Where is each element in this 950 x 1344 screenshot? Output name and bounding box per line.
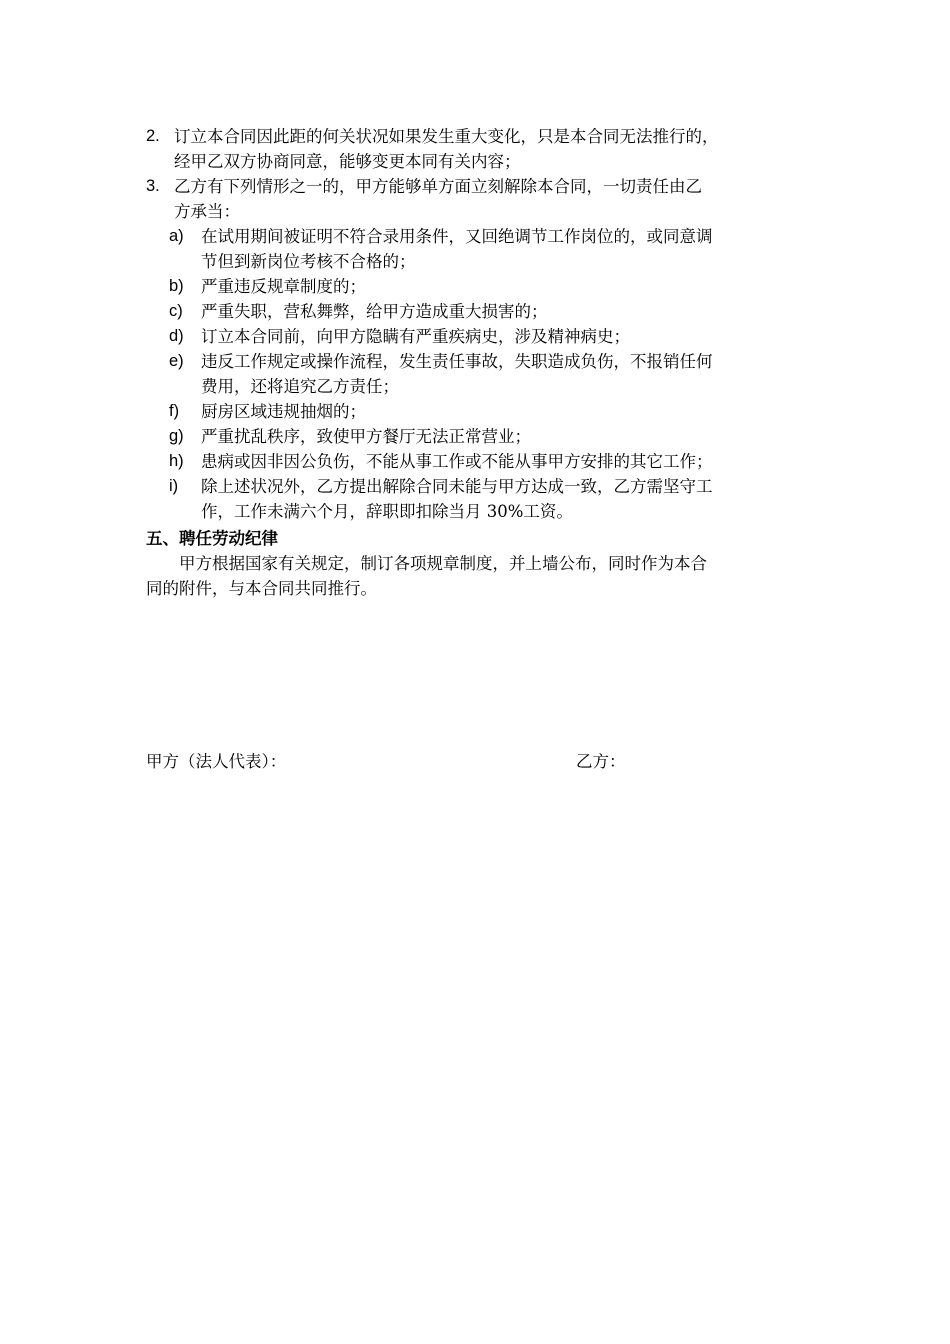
sub-item-b-marker: b) <box>169 277 184 295</box>
sub-item-h-line-1: 患病或因非因公负伤，不能从事工作或不能从事甲方安排的其它工作； <box>201 452 713 471</box>
section-paragraph-line-2: 同的附件，与本合同共同推行。 <box>146 579 377 598</box>
sub-item-e-line-1: 违反工作规定或操作流程，发生责任事故，失职造成负伤，不报销任何 <box>201 352 713 371</box>
sub-item-i-marker: i) <box>169 477 179 495</box>
sub-item-c-line-1: 严重失职，营私舞弊，给甲方造成重大损害的； <box>201 302 548 321</box>
sub-item-a-marker: a) <box>169 227 184 245</box>
sub-item-e-marker: e) <box>169 352 184 370</box>
sub-item-g-marker: g) <box>169 427 184 445</box>
sub-item-h <box>146 449 816 474</box>
sub-item-d <box>146 324 816 349</box>
section-paragraph-line-1: 甲方根据国家有关规定，制订各项规章制度，并上墙公布，同时作为本合 <box>179 554 707 573</box>
clause-3-line-2: 方承当： <box>174 202 240 221</box>
sub-item-i-line-2: 作，工作未满六个月，辞职即扣除当月 30%工资。 <box>201 502 573 521</box>
clause-2-line-2: 经甲乙双方协商同意，能够变更本同有关内容； <box>174 152 521 171</box>
sub-item-i <box>146 474 816 524</box>
sub-item-d-marker: d) <box>169 327 184 345</box>
sub-item-f <box>146 399 816 424</box>
sub-item-a <box>146 224 816 274</box>
sub-item-i-line-1: 除上述状况外，乙方提出解除合同未能与甲方达成一致，乙方需坚守工 <box>201 477 713 496</box>
sub-item-g-line-1: 严重扰乱秩序，致使甲方餐厅无法正常营业； <box>201 427 531 446</box>
clause-2-number: 2. <box>146 127 160 145</box>
party-b-signature-label: 乙方： <box>576 752 626 771</box>
sub-item-c-marker: c) <box>169 302 183 320</box>
sub-item-b <box>146 274 816 299</box>
sub-item-e-line-2: 费用，还将追究乙方责任； <box>201 377 399 396</box>
sub-item-e <box>146 349 816 399</box>
sub-item-a-line-1: 在试用期间被证明不符合录用条件，又回绝调节工作岗位的，或同意调 <box>201 227 713 246</box>
sub-item-a-line-2: 节但到新岗位考核不合格的； <box>201 252 416 271</box>
section-paragraph <box>146 551 816 601</box>
clause-2-line-1: 订立本合同因此距的何关状况如果发生重大变化，只是本合同无法推行的， <box>174 127 719 146</box>
clause-3-number: 3. <box>146 177 160 195</box>
signature-block <box>146 749 816 774</box>
clause-3 <box>146 174 816 224</box>
clause-2 <box>146 124 816 174</box>
sub-item-f-marker: f) <box>169 402 180 420</box>
party-a-signature-label: 甲方（法人代表）： <box>146 752 287 771</box>
section-heading: 五、聘任劳动纪律 <box>146 529 278 548</box>
sub-item-b-line-1: 严重违反规章制度的； <box>201 277 366 296</box>
clause-3-line-1: 乙方有下列情形之一的，甲方能够单方面立刻解除本合同，一切责任由乙 <box>174 177 702 196</box>
sub-item-g <box>146 424 816 449</box>
sub-item-d-line-1: 订立本合同前，向甲方隐瞒有严重疾病史，涉及精神病史； <box>201 327 630 346</box>
sub-item-f-line-1: 厨房区域违规抽烟的； <box>201 402 366 421</box>
contract-body <box>146 124 816 601</box>
sub-item-c <box>146 299 816 324</box>
sub-item-h-marker: h) <box>169 452 184 470</box>
